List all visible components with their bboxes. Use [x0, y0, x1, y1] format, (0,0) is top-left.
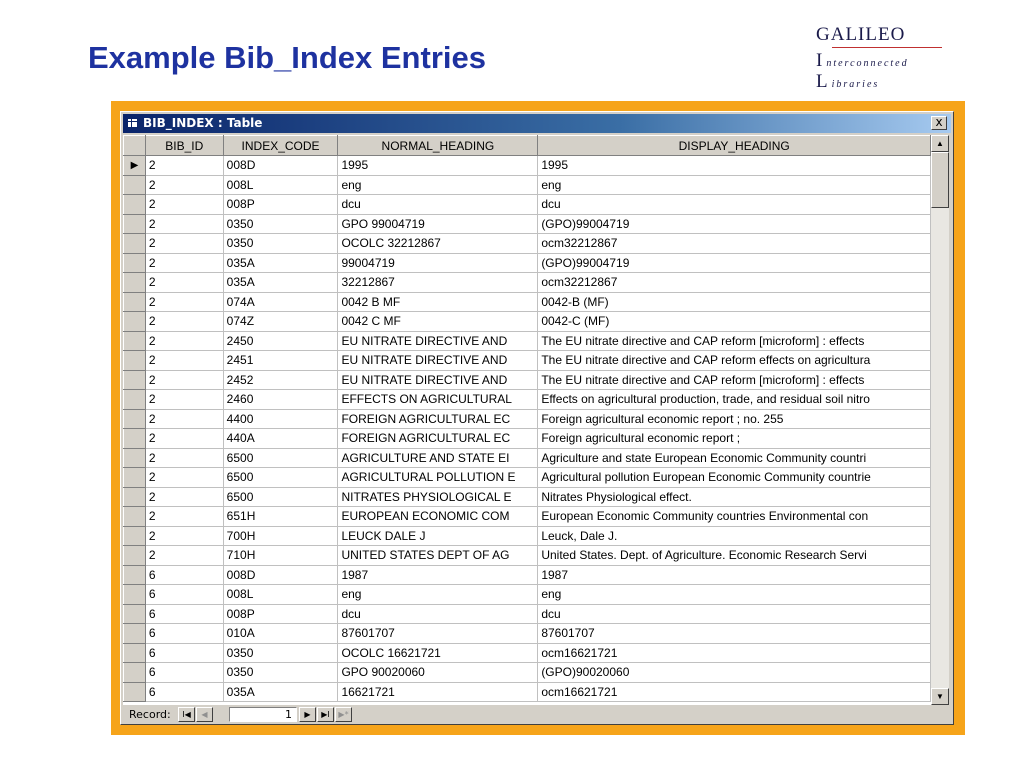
cell-normal-heading[interactable]: UNITED STATES DEPT OF AG	[338, 546, 538, 566]
cell-normal-heading[interactable]: eng	[338, 585, 538, 605]
logo-line-interconnected	[816, 50, 909, 72]
cell-bib-id[interactable]: 6	[145, 682, 223, 702]
cell-bib-id[interactable]: 2	[145, 448, 223, 468]
table-icon	[127, 118, 138, 128]
table-row[interactable]	[124, 214, 931, 234]
vertical-scrollbar[interactable]	[931, 135, 949, 705]
column-header-index-code[interactable]: INDEX_CODE	[223, 136, 338, 156]
cell-index-code[interactable]: 2452	[223, 370, 338, 390]
table-row[interactable]	[124, 253, 931, 273]
cell-display-heading[interactable]: ocm32212867	[538, 234, 931, 254]
record-selector[interactable]	[124, 565, 146, 585]
window-titlebar[interactable]	[123, 114, 951, 133]
cell-bib-id[interactable]: 6	[145, 624, 223, 644]
cell-display-heading[interactable]: 1995	[538, 156, 931, 176]
table-row[interactable]	[124, 468, 931, 488]
cell-display-heading[interactable]: The EU nitrate directive and CAP reform [microform] : effects	[538, 331, 931, 351]
cell-index-code[interactable]: 008D	[223, 565, 338, 585]
cell-bib-id[interactable]: 2	[145, 370, 223, 390]
cell-normal-heading[interactable]: NITRATES PHYSIOLOGICAL E	[338, 487, 538, 507]
cell-display-heading[interactable]: (GPO)99004719	[538, 214, 931, 234]
record-selector[interactable]	[124, 487, 146, 507]
cell-normal-heading[interactable]: dcu	[338, 195, 538, 215]
cell-bib-id[interactable]: 2	[145, 487, 223, 507]
cell-bib-id[interactable]: 2	[145, 331, 223, 351]
cell-index-code[interactable]: 2460	[223, 390, 338, 410]
cell-normal-heading[interactable]: FOREIGN AGRICULTURAL EC	[338, 429, 538, 449]
scroll-down-arrow-icon[interactable]: ▼	[931, 688, 949, 705]
cell-display-heading[interactable]: (GPO)90020060	[538, 663, 931, 683]
slide-title: Example Bib_Index Entries	[88, 40, 486, 75]
record-number-input[interactable]: 1	[229, 707, 297, 722]
column-header-display-heading[interactable]: DISPLAY_HEADING	[538, 136, 931, 156]
table-row[interactable]	[124, 682, 931, 702]
cell-index-code[interactable]: 2451	[223, 351, 338, 371]
cell-index-code[interactable]: 008L	[223, 175, 338, 195]
window-title: BIB_INDEX : Table	[143, 116, 263, 130]
table-row[interactable]	[124, 526, 931, 546]
cell-index-code[interactable]: 008P	[223, 604, 338, 624]
cell-normal-heading[interactable]: 0042 B MF	[338, 292, 538, 312]
record-navigation-bar	[123, 706, 951, 723]
cell-display-heading[interactable]: ocm16621721	[538, 643, 931, 663]
cell-normal-heading[interactable]: EU NITRATE DIRECTIVE AND	[338, 331, 538, 351]
table-row[interactable]	[124, 273, 931, 293]
first-record-button[interactable]: I◀	[178, 707, 195, 722]
table-row[interactable]	[124, 156, 931, 176]
record-selector[interactable]	[124, 331, 146, 351]
cell-bib-id[interactable]: 6	[145, 565, 223, 585]
record-selector[interactable]	[124, 663, 146, 683]
cell-bib-id[interactable]: 2	[145, 468, 223, 488]
table-row[interactable]	[124, 448, 931, 468]
cell-display-heading[interactable]: 0042-B (MF)	[538, 292, 931, 312]
cell-display-heading[interactable]: European Economic Community countries Environmental con	[538, 507, 931, 527]
cell-display-heading[interactable]: Foreign agricultural economic report ; no. 255	[538, 409, 931, 429]
previous-record-button[interactable]: ◀	[196, 707, 213, 722]
record-selector[interactable]	[124, 273, 146, 293]
cell-bib-id[interactable]: 2	[145, 409, 223, 429]
close-button[interactable]: x	[931, 116, 947, 130]
cell-bib-id[interactable]: 2	[145, 234, 223, 254]
datasheet-grid	[123, 135, 931, 705]
cell-index-code[interactable]: 074Z	[223, 312, 338, 332]
scroll-thumb[interactable]	[931, 152, 949, 208]
cell-index-code[interactable]: 6500	[223, 468, 338, 488]
table-window	[120, 111, 954, 725]
record-selector[interactable]	[124, 292, 146, 312]
cell-normal-heading[interactable]: EFFECTS ON AGRICULTURAL	[338, 390, 538, 410]
next-record-button[interactable]: ▶	[299, 707, 316, 722]
cell-index-code[interactable]: 651H	[223, 507, 338, 527]
cell-bib-id[interactable]: 2	[145, 292, 223, 312]
cell-normal-heading[interactable]: LEUCK DALE J	[338, 526, 538, 546]
cell-bib-id[interactable]: 6	[145, 585, 223, 605]
cell-normal-heading[interactable]: 87601707	[338, 624, 538, 644]
table-row[interactable]	[124, 351, 931, 371]
cell-normal-heading[interactable]: 1987	[338, 565, 538, 585]
cell-normal-heading[interactable]: 32212867	[338, 273, 538, 293]
record-selector[interactable]	[124, 195, 146, 215]
record-selector[interactable]	[124, 156, 146, 176]
table-row[interactable]	[124, 643, 931, 663]
record-selector[interactable]	[124, 448, 146, 468]
cell-index-code[interactable]: 008P	[223, 195, 338, 215]
cell-index-code[interactable]: 0350	[223, 214, 338, 234]
cell-bib-id[interactable]: 2	[145, 214, 223, 234]
cell-normal-heading[interactable]: OCOLC 32212867	[338, 234, 538, 254]
table-row[interactable]	[124, 585, 931, 605]
record-selector[interactable]	[124, 585, 146, 605]
cell-normal-heading[interactable]: AGRICULTURE AND STATE EI	[338, 448, 538, 468]
cell-display-heading[interactable]: dcu	[538, 604, 931, 624]
cell-normal-heading[interactable]: EU NITRATE DIRECTIVE AND	[338, 351, 538, 371]
table-row[interactable]	[124, 390, 931, 410]
record-selector[interactable]	[124, 409, 146, 429]
cell-normal-heading[interactable]: EU NITRATE DIRECTIVE AND	[338, 370, 538, 390]
cell-bib-id[interactable]: 6	[145, 604, 223, 624]
scroll-up-arrow-icon[interactable]: ▲	[931, 135, 949, 152]
record-selector[interactable]	[124, 624, 146, 644]
cell-normal-heading[interactable]: 99004719	[338, 253, 538, 273]
cell-index-code[interactable]: 440A	[223, 429, 338, 449]
table-row[interactable]	[124, 624, 931, 644]
table-row[interactable]	[124, 195, 931, 215]
cell-bib-id[interactable]: 2	[145, 156, 223, 176]
cell-bib-id[interactable]: 6	[145, 643, 223, 663]
table-row[interactable]	[124, 234, 931, 254]
cell-normal-heading[interactable]: FOREIGN AGRICULTURAL EC	[338, 409, 538, 429]
table-row[interactable]	[124, 312, 931, 332]
record-selector[interactable]	[124, 253, 146, 273]
cell-index-code[interactable]: 074A	[223, 292, 338, 312]
cell-index-code[interactable]: 035A	[223, 682, 338, 702]
cell-index-code[interactable]: 700H	[223, 526, 338, 546]
cell-display-heading[interactable]: dcu	[538, 195, 931, 215]
record-label: Record:	[129, 708, 171, 721]
record-selector[interactable]	[124, 312, 146, 332]
cell-bib-id[interactable]: 2	[145, 175, 223, 195]
cell-bib-id[interactable]: 2	[145, 253, 223, 273]
record-selector[interactable]	[124, 507, 146, 527]
record-selector[interactable]	[124, 546, 146, 566]
cell-bib-id[interactable]: 2	[145, 351, 223, 371]
cell-bib-id[interactable]: 2	[145, 195, 223, 215]
cell-normal-heading[interactable]: dcu	[338, 604, 538, 624]
bib-index-table	[123, 135, 931, 702]
cell-normal-heading[interactable]: OCOLC 16621721	[338, 643, 538, 663]
current-record-indicator-icon: ▶	[130, 159, 139, 171]
cell-index-code[interactable]: 010A	[223, 624, 338, 644]
table-row[interactable]	[124, 546, 931, 566]
logo-line-libraries	[816, 71, 879, 93]
table-row[interactable]	[124, 331, 931, 351]
cell-index-code[interactable]: 6500	[223, 448, 338, 468]
record-selector[interactable]	[124, 643, 146, 663]
cell-index-code[interactable]: 035A	[223, 273, 338, 293]
record-selector[interactable]	[124, 234, 146, 254]
cell-display-heading[interactable]: Leuck, Dale J.	[538, 526, 931, 546]
cell-display-heading[interactable]: Agriculture and state European Economic Community countri	[538, 448, 931, 468]
table-row[interactable]	[124, 429, 931, 449]
logo-rule	[832, 47, 942, 48]
cell-normal-heading[interactable]: GPO 90020060	[338, 663, 538, 683]
cell-index-code[interactable]: 2450	[223, 331, 338, 351]
header-row	[124, 136, 931, 156]
cell-index-code[interactable]: 0350	[223, 663, 338, 683]
table-row[interactable]	[124, 565, 931, 585]
last-record-button[interactable]: ▶I	[317, 707, 334, 722]
table-row[interactable]	[124, 292, 931, 312]
select-all-corner[interactable]	[124, 136, 146, 156]
cell-display-heading[interactable]: eng	[538, 175, 931, 195]
cell-display-heading[interactable]: ocm16621721	[538, 682, 931, 702]
cell-display-heading[interactable]: 87601707	[538, 624, 931, 644]
record-selector[interactable]	[124, 604, 146, 624]
logo-text-interconnected: nterconnected	[826, 58, 909, 69]
cell-index-code[interactable]: 4400	[223, 409, 338, 429]
cell-display-heading[interactable]: United States. Dept. of Agriculture. Economic Research Servi	[538, 546, 931, 566]
cell-index-code[interactable]: 0350	[223, 234, 338, 254]
galileo-logo	[812, 24, 952, 94]
cell-normal-heading[interactable]: 0042 C MF	[338, 312, 538, 332]
logo-cap-l: L	[816, 71, 828, 92]
cell-index-code[interactable]: 0350	[223, 643, 338, 663]
cell-display-heading[interactable]: Foreign agricultural economic report ;	[538, 429, 931, 449]
cell-display-heading[interactable]: eng	[538, 585, 931, 605]
table-row[interactable]	[124, 487, 931, 507]
record-selector[interactable]	[124, 390, 146, 410]
table-row[interactable]	[124, 409, 931, 429]
record-selector[interactable]	[124, 370, 146, 390]
cell-normal-heading[interactable]: eng	[338, 175, 538, 195]
cell-index-code[interactable]: 035A	[223, 253, 338, 273]
column-header-bib-id[interactable]: BIB_ID	[145, 136, 223, 156]
cell-display-heading[interactable]: Nitrates Physiological effect.	[538, 487, 931, 507]
cell-bib-id[interactable]: 2	[145, 273, 223, 293]
table-body	[124, 156, 931, 702]
logo-cap-i: I	[816, 50, 823, 71]
cell-normal-heading[interactable]: GPO 99004719	[338, 214, 538, 234]
cell-index-code[interactable]: 710H	[223, 546, 338, 566]
cell-index-code[interactable]: 008D	[223, 156, 338, 176]
cell-bib-id[interactable]: 2	[145, 429, 223, 449]
logo-text-libraries: ibraries	[831, 79, 880, 90]
cell-display-heading[interactable]: The EU nitrate directive and CAP reform effects on agricultura	[538, 351, 931, 371]
cell-normal-heading[interactable]: 1995	[338, 156, 538, 176]
cell-display-heading[interactable]: ocm32212867	[538, 273, 931, 293]
record-selector[interactable]	[124, 429, 146, 449]
new-record-button[interactable]: ▶*	[335, 707, 352, 722]
cell-normal-heading[interactable]: AGRICULTURAL POLLUTION E	[338, 468, 538, 488]
cell-bib-id[interactable]: 6	[145, 663, 223, 683]
record-selector[interactable]	[124, 351, 146, 371]
cell-display-heading[interactable]: 1987	[538, 565, 931, 585]
table-row[interactable]	[124, 175, 931, 195]
cell-bib-id[interactable]: 2	[145, 390, 223, 410]
table-row[interactable]	[124, 370, 931, 390]
logo-wordmark: GALILEO	[816, 24, 906, 45]
cell-index-code[interactable]: 008L	[223, 585, 338, 605]
cell-display-heading[interactable]: The EU nitrate directive and CAP reform [microform] : effects	[538, 370, 931, 390]
cell-display-heading[interactable]: (GPO)99004719	[538, 253, 931, 273]
cell-bib-id[interactable]: 2	[145, 312, 223, 332]
cell-bib-id[interactable]: 2	[145, 526, 223, 546]
record-selector[interactable]	[124, 526, 146, 546]
record-selector[interactable]	[124, 175, 146, 195]
record-selector[interactable]	[124, 468, 146, 488]
cell-normal-heading[interactable]: EUROPEAN ECONOMIC COM	[338, 507, 538, 527]
table-row[interactable]	[124, 663, 931, 683]
table-row[interactable]	[124, 507, 931, 527]
cell-index-code[interactable]: 6500	[223, 487, 338, 507]
table-row[interactable]	[124, 604, 931, 624]
record-selector[interactable]	[124, 214, 146, 234]
cell-bib-id[interactable]: 2	[145, 507, 223, 527]
column-header-normal-heading[interactable]: NORMAL_HEADING	[338, 136, 538, 156]
cell-display-heading[interactable]: Agricultural pollution European Economic Community countrie	[538, 468, 931, 488]
cell-display-heading[interactable]: 0042-C (MF)	[538, 312, 931, 332]
cell-display-heading[interactable]: Effects on agricultural production, trade, and residual soil nitro	[538, 390, 931, 410]
cell-normal-heading[interactable]: 16621721	[338, 682, 538, 702]
record-selector[interactable]	[124, 682, 146, 702]
cell-bib-id[interactable]: 2	[145, 546, 223, 566]
